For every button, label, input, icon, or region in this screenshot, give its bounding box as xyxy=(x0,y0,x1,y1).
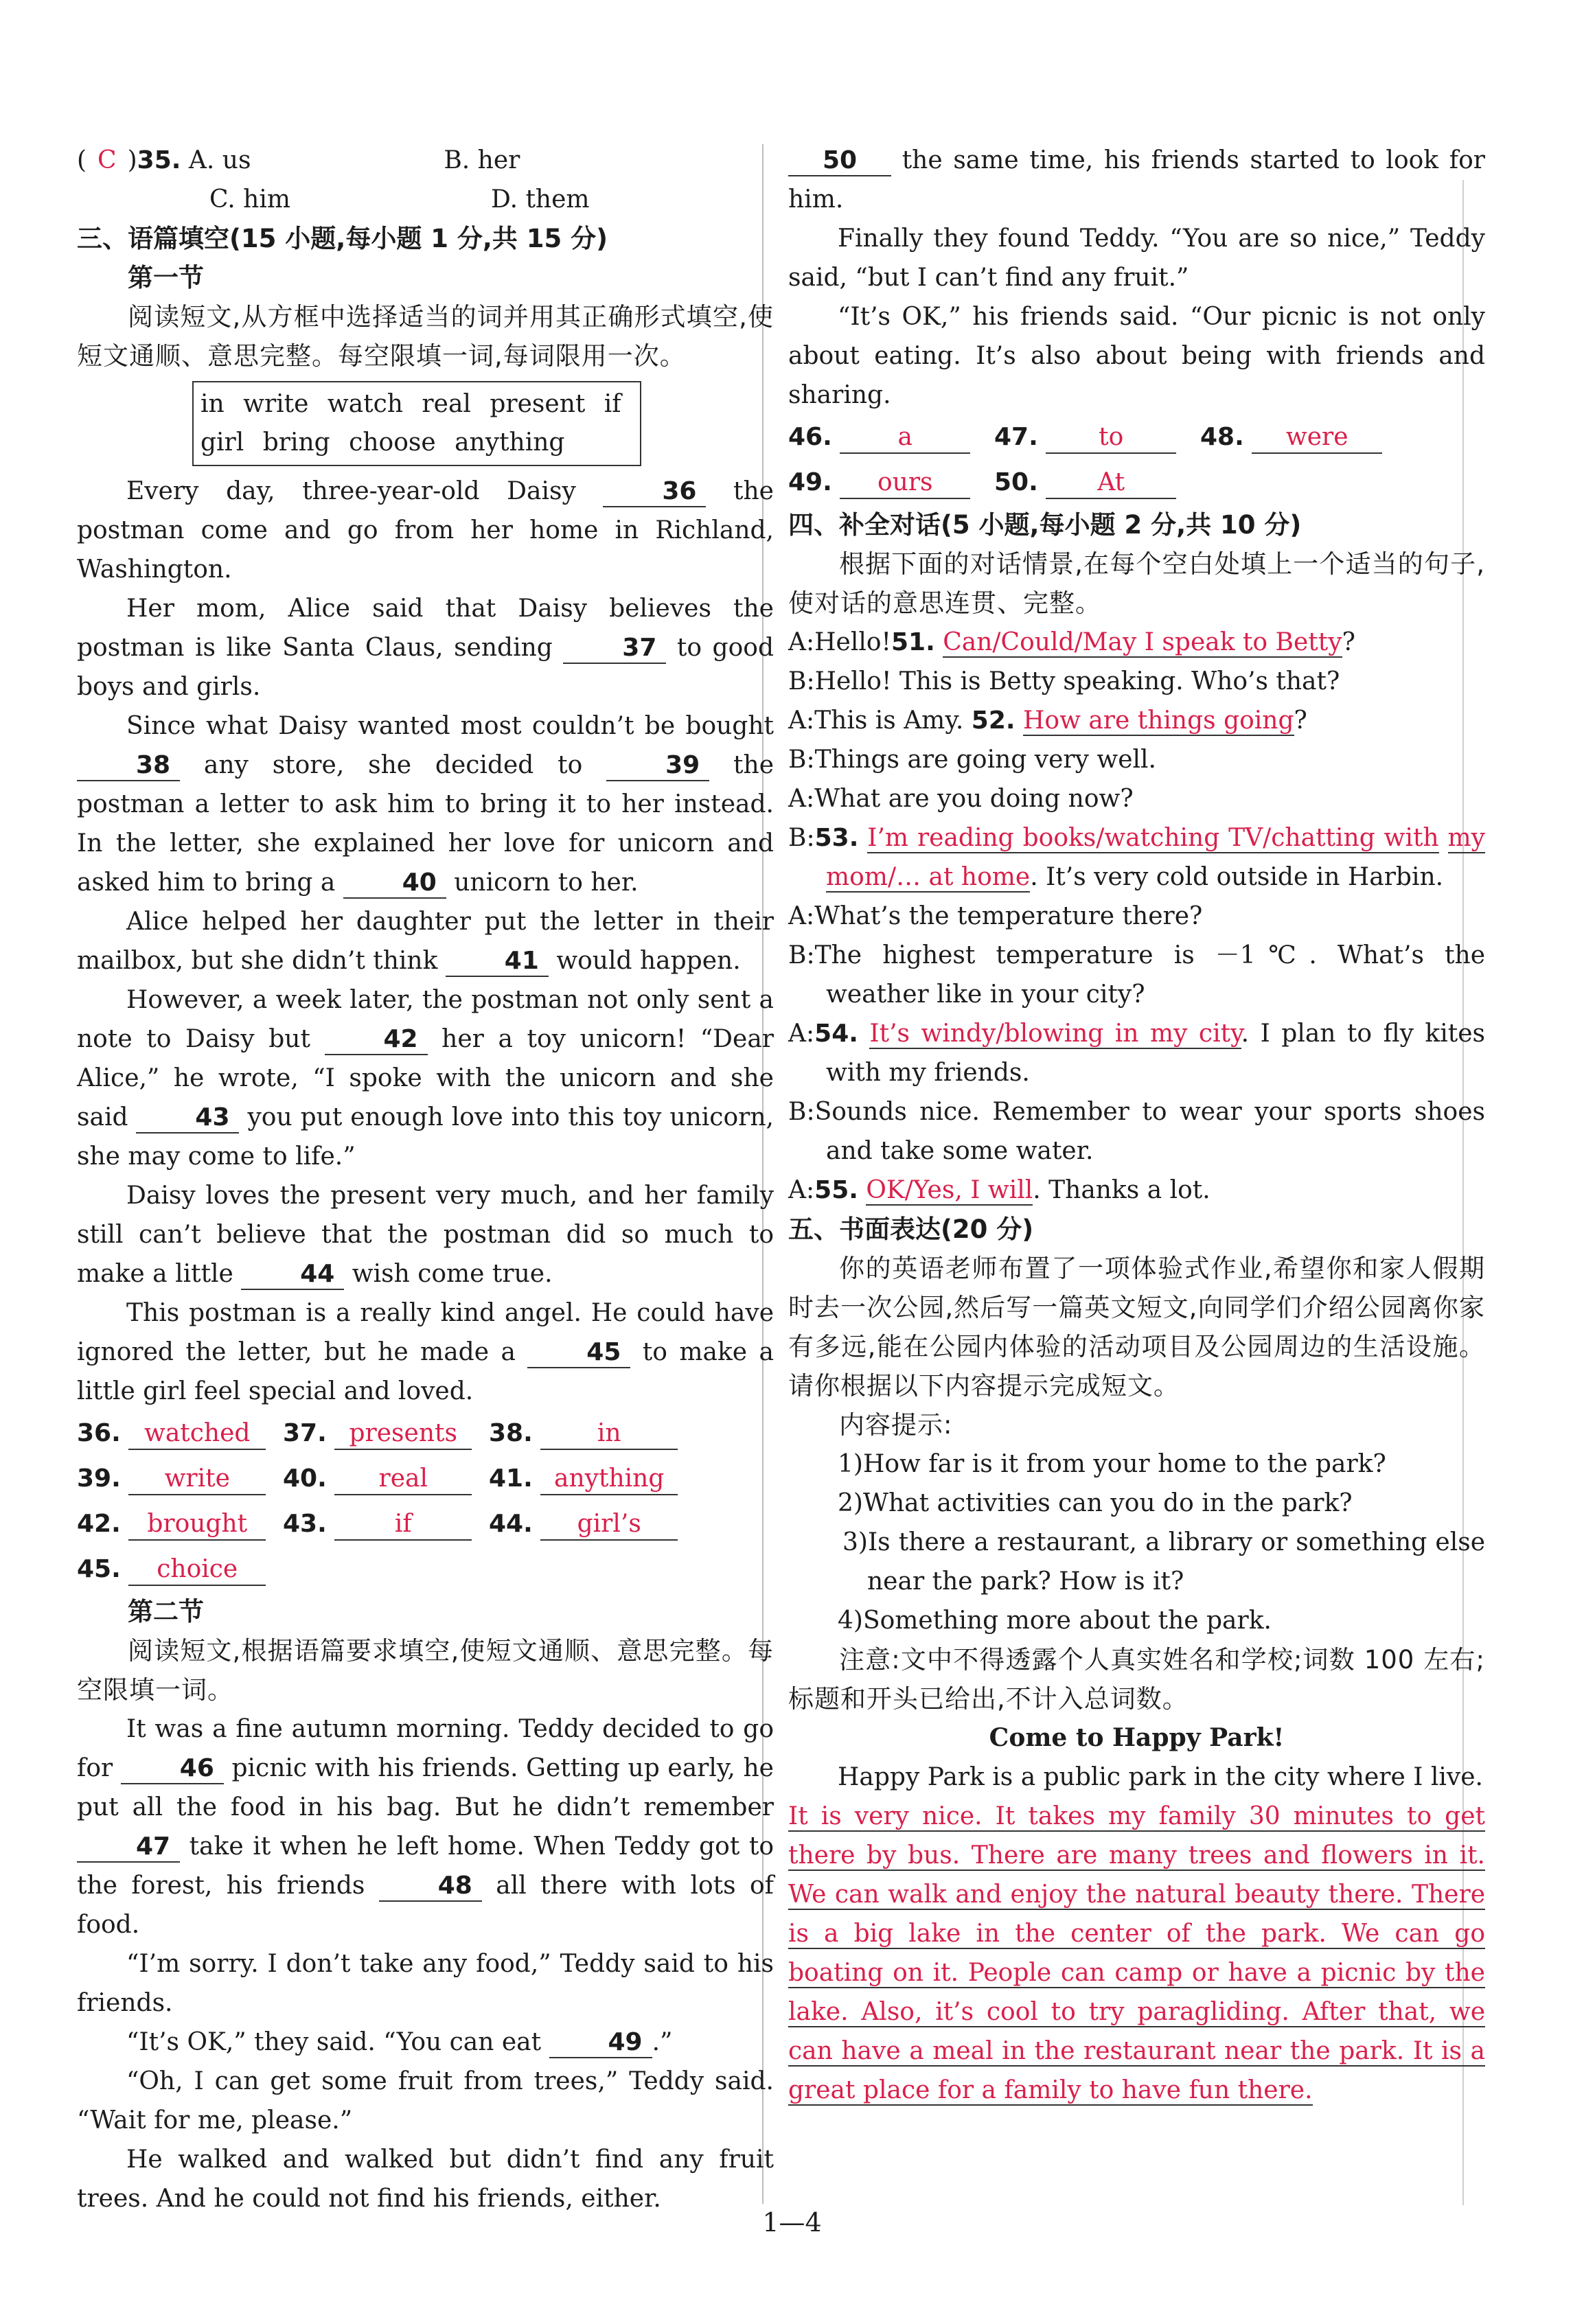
dialog-line: B:The highest temperature is －1℃. What’s the weather like in your city? xyxy=(788,941,1485,1009)
answers-36-45 xyxy=(77,1411,774,1592)
right-column xyxy=(788,141,1485,2110)
answer-item: 46. a xyxy=(788,415,994,460)
answer-item: 45. choice xyxy=(77,1547,283,1592)
q35-answer: C xyxy=(97,146,117,174)
blank-47: 47 xyxy=(77,1832,180,1863)
passage2-para6: Finally they found Teddy. “You are so nice,” Teddy said, “but I can’t find any fruit.” xyxy=(788,225,1485,292)
passage1-para7: This postman is a really kind angel. He could have ignored the letter, but he made a 45 to make a little girl feel special and loved. xyxy=(77,1299,774,1405)
dialog-line-54: A:54. It’s windy/blowing in my city. I plan to fly kites with my friends. xyxy=(788,1020,1485,1087)
answer-item: 37. presents xyxy=(283,1411,489,1456)
dialog-line: B:Things are going very well. xyxy=(788,746,1156,774)
section5-title: 五、书面表达(20 分) xyxy=(788,1215,1034,1244)
blank-43: 43 xyxy=(136,1103,239,1134)
answer-item: 44. girl’s xyxy=(489,1502,695,1547)
answer-item: 36. watched xyxy=(77,1411,283,1456)
essay-answer: It is very nice. It takes my family 30 minutes to get there by bus. There are many trees and flowers in it. We can walk and enjoy the natural beauty there. There is a big lake in the center of the park. We can go boating on it. People can camp or have a picnic by the lake. Also, it’s cool to try paragliding. After that, we can have a meal in the restaurant near the park. It is a great place for a family to have fun there. xyxy=(788,1802,1485,2104)
answer-55: OK/Yes, I will xyxy=(866,1176,1033,1204)
answer-item: 47. to xyxy=(994,415,1200,460)
hint-3: 3)Is there a restaurant, a library or something else near the park? How is it? xyxy=(842,1528,1485,1596)
blank-49: 49 xyxy=(549,2028,652,2058)
blank-36: 36 xyxy=(603,477,706,507)
blank-45: 45 xyxy=(527,1338,630,1368)
hint-4: 4)Something more about the park. xyxy=(838,1607,1272,1635)
section3-instructions2: 阅读短文,根据语篇要求填空,使短文通顺、意思完整。每空限填一词。 xyxy=(77,1636,774,1705)
answer-item: 39. write xyxy=(77,1456,283,1502)
blank-50: 50 xyxy=(788,146,891,176)
passage2-para3: “It’s OK,” they said. “You can eat 49 .” xyxy=(77,2023,774,2062)
answer-item: 50. At xyxy=(994,460,1200,505)
answer-52: How are things going xyxy=(1023,706,1294,735)
passage2-para5-end: 50 the same time, his friends started to look for him. xyxy=(788,146,1485,214)
passage1-para2: Her mom, Alice said that Daisy believes the postman is like Santa Claus, sending 37 to good boys and girls. xyxy=(77,595,774,701)
blank-48: 48 xyxy=(379,1872,482,1902)
section3-instructions: 阅读短文,从方框中选择适当的词并用其正确形式填空,使短文通顺、意思完整。每空限填一词,每词限用一次。 xyxy=(77,302,774,371)
hint-title: 内容提示: xyxy=(839,1410,953,1440)
answer-item: 40. real xyxy=(283,1456,489,1502)
section5-instructions: 你的英语老师布置了一项体验式作业,希望你和家人假期时去一次公园,然后写一篇英文短文,向同学们介绍公园离你家有多远,能在公园内体验的活动项目及公园周边的生活设施。请你根据以下内容提示完成短文。 xyxy=(788,1254,1485,1401)
left-column xyxy=(77,141,774,2218)
word-box-row1: in write watch real present if xyxy=(200,390,621,418)
writing-note: 注意:文中不得透露个人真实姓名和学校;词数 100 左右;标题和开头已给出,不计入总词数。 xyxy=(788,1645,1485,1714)
passage1-para5: However, a week later, the postman not only sent a note to Daisy but 42 her a toy unicorn! “Dear Alice,” he wrote, “I spoke with the unicorn and she said 43 you put enough love into this toy unicorn, she may come to life.” xyxy=(77,986,774,1171)
answer-54: It’s windy/blowing in my city xyxy=(869,1020,1241,1048)
word-box-row2: girl bring choose anything xyxy=(200,428,565,457)
section3-part1: 第一节 xyxy=(128,263,204,292)
answer-item: 41. anything xyxy=(489,1456,695,1502)
answer-item: 49. ours xyxy=(788,460,994,505)
essay-title: Come to Happy Park! xyxy=(989,1723,1285,1752)
blank-40: 40 xyxy=(343,868,446,899)
passage1-para3: Since what Daisy wanted most couldn’t be bought 38 any store, she decided to 39 the postman a letter to ask him to bring it to her instead. In the letter, she explained her love for unicorn and asked him to bring a 40 unicorn to her. xyxy=(77,706,774,902)
blank-44: 44 xyxy=(241,1260,344,1290)
answer-item: 42. brought xyxy=(77,1502,283,1547)
answer-51: Can/Could/May I speak to Betty xyxy=(943,628,1342,656)
section4-instructions: 根据下面的对话情景,在每个空白处填上一个适当的句子,使对话的意思连贯、完整。 xyxy=(788,549,1485,618)
dialog-line: B:Hello! This is Betty speaking. Who’s that? xyxy=(788,667,1340,695)
answer-item: 43. if xyxy=(283,1502,489,1547)
dialog-line: A:What’s the temperature there? xyxy=(788,902,1203,930)
section3-title: 三、语篇填空(15 小题,每小题 1 分,共 15 分) xyxy=(77,224,608,253)
blank-37: 37 xyxy=(563,634,666,664)
dialog-line-51: A:Hello!51. Can/Could/May I speak to Betty? xyxy=(788,628,1355,656)
passage2-para2: “I’m sorry. I don’t take any food,” Teddy said to his friends. xyxy=(77,1950,774,2017)
blank-39: 39 xyxy=(606,751,709,781)
word-box xyxy=(192,381,641,466)
dialog-line-52: A:This is Amy. 52. How are things going? xyxy=(788,706,1307,735)
passage1-para4: Alice helped her daughter put the letter in their mailbox, but she didn’t think 41 would happen. xyxy=(77,902,774,980)
dialog-line: A:What are you doing now? xyxy=(788,785,1134,813)
q35-option-c: C. him xyxy=(209,185,290,214)
passage2-para4: “Oh, I can get some fruit from trees,” Teddy said. “Wait for me, please.” xyxy=(77,2067,774,2135)
page-number: 1—4 xyxy=(762,2207,822,2237)
passage2-para7: “It’s OK,” his friends said. “Our picnic is not only about eating. It’s also about being with friends and sharing. xyxy=(788,303,1485,409)
answers-46-50 xyxy=(788,415,1485,505)
q35-row2 xyxy=(77,180,774,219)
blank-41: 41 xyxy=(446,947,549,977)
answer-53-part2: my mom/… at home xyxy=(826,824,1485,891)
dialog-line-55: A:55. OK/Yes, I will. Thanks a lot. xyxy=(788,1176,1210,1204)
answer-item: 48. were xyxy=(1200,415,1406,460)
blank-42: 42 xyxy=(325,1025,428,1055)
q35-option-b: B. her xyxy=(444,146,520,174)
passage2-para1: It was a fine autumn morning. Teddy decided to go for 46 picnic with his friends. Getting up early, he put all the food in his bag. But he didn’t remember 47 take it when he left home. When Teddy got to the forest, his friends 48 all there with lots of food. xyxy=(77,1715,774,1939)
answer-53-part1: I’m reading books/watching TV/chatting with xyxy=(867,824,1439,852)
passage1-para1: Every day, three-year-old Daisy 36 the postman come and go from her home in Richland, Washington. xyxy=(77,477,774,584)
hint-2: 2)What activities can you do in the park? xyxy=(838,1489,1353,1517)
passage2-para5-start: He walked and walked but didn’t find any fruit trees. And he could not find his friends, either. xyxy=(77,2145,774,2213)
section3-part2: 第二节 xyxy=(128,1597,204,1626)
passage1-para6: Daisy loves the present very much, and her family still can’t believe that the postman did so much to make a little 44 wish come true. xyxy=(77,1176,774,1293)
answer-item: 38. in xyxy=(489,1411,695,1456)
dialog-line-53: B:53. I’m reading books/watching TV/chatting with my mom/… at home. It’s very cold outside in Harbin. xyxy=(788,824,1485,891)
hint-1: 1)How far is it from your home to the park? xyxy=(838,1450,1386,1478)
dialog-line: B:Sounds nice. Remember to wear your sports shoes and take some water. xyxy=(788,1098,1485,1165)
section4-title: 四、补全对话(5 小题,每小题 2 分,共 10 分) xyxy=(788,510,1302,540)
blank-38: 38 xyxy=(77,751,180,781)
essay-start: Happy Park is a public park in the city where I live. xyxy=(838,1763,1483,1791)
q35-row1: ( C )35. A. us B. her xyxy=(77,141,774,180)
q35-option-d: D. them xyxy=(491,185,590,214)
blank-46: 46 xyxy=(121,1754,224,1784)
q35-option-a: A. us xyxy=(188,146,251,174)
